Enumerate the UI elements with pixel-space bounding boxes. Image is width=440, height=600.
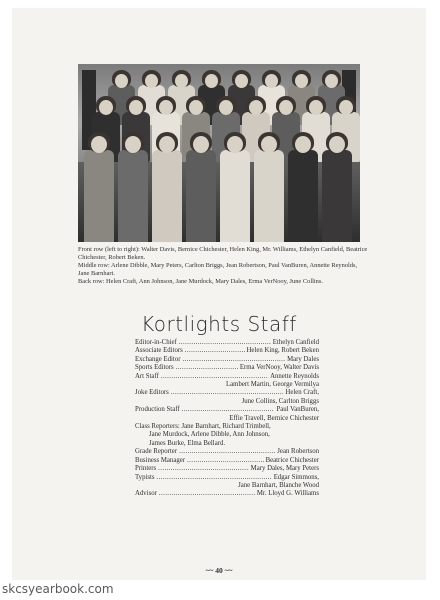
staff-group-photo (78, 64, 360, 242)
staff-row: Associate Editors ..... Helen King, Robert Beken (135, 347, 319, 355)
page-title: Kortlights Staff (141, 312, 297, 336)
staff-row: Editor-in-Chief ..... Ethelyn Canfield (135, 339, 319, 347)
caption-middle-row: Middle row: Arlene Dibble, Mary Peters, Carlton Briggs, Jean Robertson, Paul VanBuren, Annette Reynolds, Jane Barnhart. (78, 262, 358, 277)
staff-row: Production Staff ..... Paul VanBuren, (135, 406, 319, 414)
staff-row: Business Manager ..... Beatrice Chichester (135, 457, 319, 465)
staff-row-continued: Jane Murdock, Arlene Dibble, Ann Johnson, (149, 431, 270, 439)
staff-row: Typists ..... Edgar Simmons, (135, 474, 319, 482)
staff-row: Advisor ..... Mr. Lloyd G. Williams (135, 490, 319, 498)
staff-row: Printers ..... Mary Dales, Mary Peters (135, 465, 319, 473)
caption-front-row: Front row (left to right): Walter Davis, Bernice Chichester, Helen King, Mr. Williams, Ethelyn Canfield, Beatrice Chichester, Robert Beken. (78, 246, 368, 261)
staff-row: Exchange Editor ..... Mary Dales (135, 356, 319, 364)
staff-row-continued: James Burke, Elma Bellard. (149, 439, 226, 447)
site-watermark: skcsyearbook.com (2, 582, 114, 596)
staff-row-continued: Lambert Martin, George Vermilya (226, 381, 319, 389)
photo-caption (78, 246, 368, 286)
staff-list (135, 339, 319, 499)
staff-row: Art Staff ..... Annette Reynolds (135, 373, 319, 381)
staff-row-class-reporters: Class Reporters: Jane Barnhart, Richard Trimbell, (135, 423, 271, 431)
staff-row-continued: Jane Barnhart, Blanche Wood (238, 481, 319, 489)
staff-row: Joke Editors ..... Helen Craft, (135, 389, 319, 397)
page-number: ~~ 40 ~~ (205, 566, 233, 575)
staff-row-continued: Effie Travell, Bernice Chichester (229, 414, 319, 422)
staff-row-continued: June Collins, Carlton Briggs (241, 397, 319, 405)
yearbook-page (12, 8, 426, 580)
staff-row: Grade Reporter ..... Jean Robertson (135, 448, 319, 456)
staff-row: Sports Editors ..... Erma VerNooy, Walter Davis (135, 364, 319, 372)
caption-back-row: Back row: Helen Craft, Ann Johnson, Jane Murdock, Mary Dales, Erma VerNooy, June Collins. (78, 278, 323, 285)
